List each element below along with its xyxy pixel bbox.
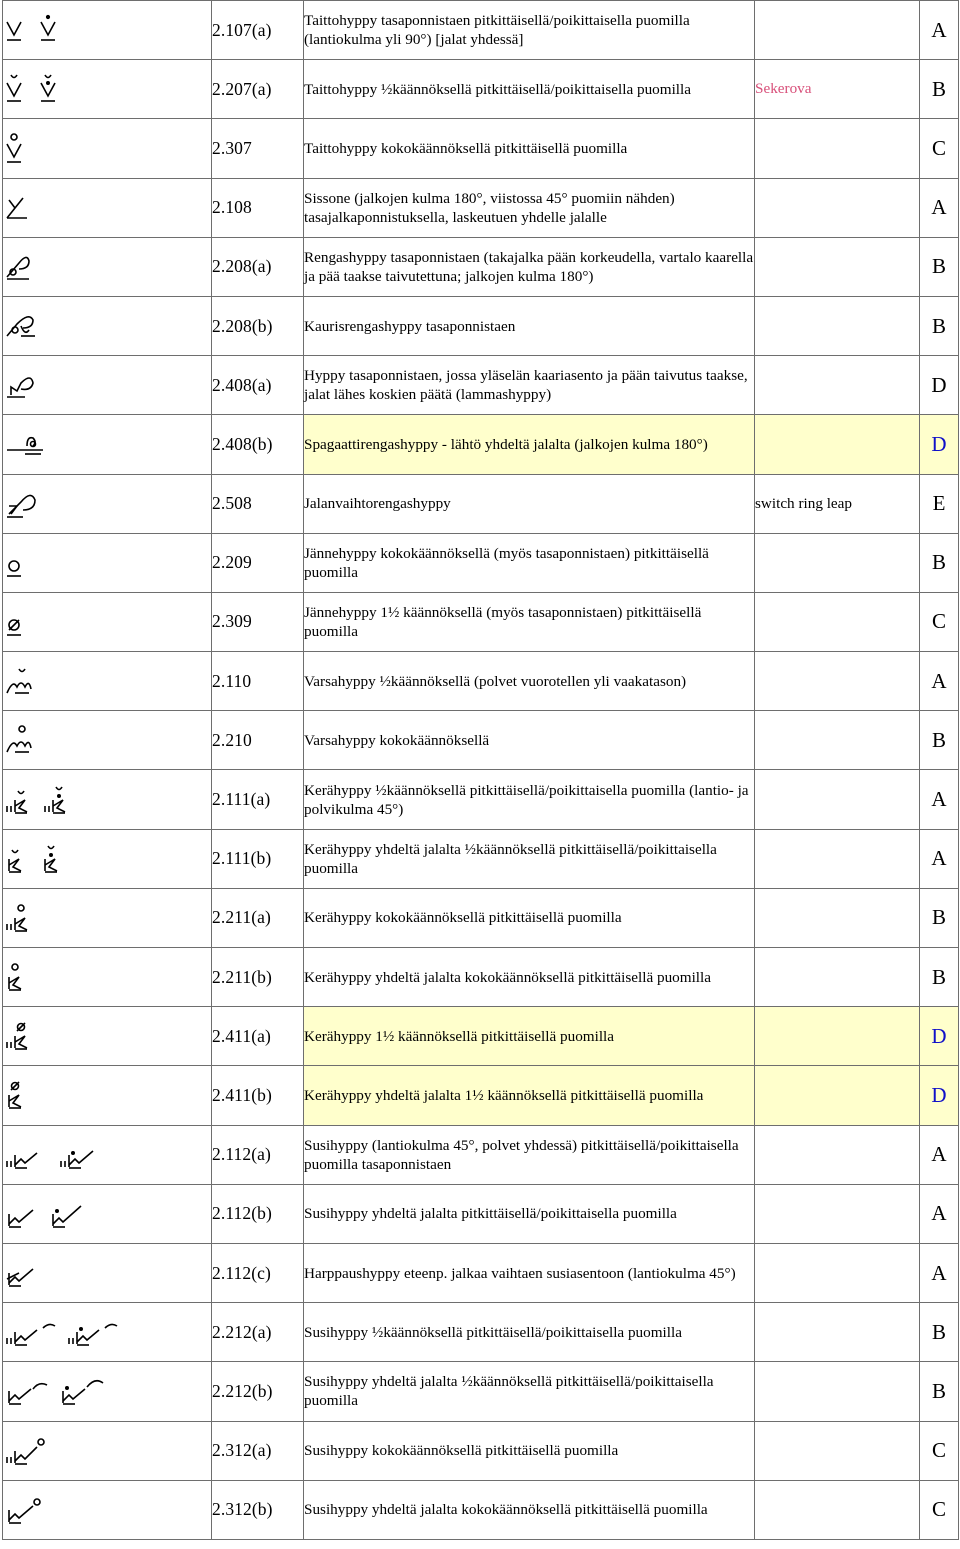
skill-code: 2.107(a) — [212, 1, 304, 60]
skill-description: Sissone (jalkojen kulma 180°, viistossa 45° puomiin nähden) tasajalkaponnistuksella, laskeutuen yhdelle jalalle — [304, 178, 755, 237]
table-row — [3, 237, 959, 296]
difficulty-value: A — [920, 1184, 959, 1243]
skill-code: 2.212(a) — [212, 1303, 304, 1362]
skill-name — [755, 533, 920, 592]
skill-description: Kerähyppy yhdeltä jalalta kokokäännöksellä pitkittäisellä puomilla — [304, 948, 755, 1007]
table-row — [3, 1421, 959, 1480]
skill-description: Kerähyppy yhdeltä jalalta 1½ käännöksellä pitkittäisellä puomilla — [304, 1066, 755, 1125]
skill-name — [755, 1184, 920, 1243]
wolf-hop-switch-icon — [7, 1269, 33, 1286]
skills-table — [2, 0, 959, 1540]
symbol-cell — [3, 888, 212, 947]
tuck-one-foot-half-turn-icon — [9, 850, 21, 872]
table-row — [3, 1, 959, 60]
table-row — [3, 948, 959, 1007]
symbol-cell — [3, 1480, 212, 1539]
table-row — [3, 119, 959, 178]
cat-leap-half-turn-icon — [7, 669, 31, 693]
symbol-cell — [3, 1066, 212, 1125]
skill-name — [755, 178, 920, 237]
skill-name — [755, 592, 920, 651]
difficulty-value: B — [920, 948, 959, 1007]
table-row — [3, 1125, 959, 1184]
skill-description: Kerähyppy ½käännöksellä pitkittäisellä/poikittaisella puomilla (lantio- ja polvikulma 45°) — [304, 770, 755, 829]
symbol-cell — [3, 1362, 212, 1421]
sissone-icon — [7, 198, 27, 218]
difficulty-value: A — [920, 1125, 959, 1184]
skill-code: 2.207(a) — [212, 60, 304, 119]
skill-code: 2.210 — [212, 711, 304, 770]
skill-description: Susihyppy yhdeltä jalalta kokokäännöksellä pitkittäisellä puomilla — [304, 1480, 755, 1539]
tuck-one-foot-half-turn-dot-icon — [45, 846, 57, 872]
skill-name — [755, 652, 920, 711]
wolf-full-turn-icon — [7, 1439, 44, 1464]
skill-name — [755, 711, 920, 770]
skill-name — [755, 829, 920, 888]
skill-code: 2.208(b) — [212, 296, 304, 355]
skill-code: 2.111(a) — [212, 770, 304, 829]
table-row — [3, 60, 959, 119]
skill-code: 2.212(b) — [212, 1362, 304, 1421]
sheep-jump-icon — [7, 378, 33, 397]
difficulty-value: A — [920, 1, 959, 60]
table-row — [3, 178, 959, 237]
difficulty-value: B — [920, 237, 959, 296]
symbol-cell — [3, 592, 212, 651]
skill-name — [755, 1125, 920, 1184]
tuck-one-foot-full-turn-icon — [9, 964, 21, 990]
skill-code: 2.411(b) — [212, 1066, 304, 1125]
symbol-cell — [3, 652, 212, 711]
skill-description: Taittohyppy tasaponnistaen pitkittäisellä/poikittaisella puomilla (lantiokulma yli 90°) [jalat yhdessä] — [304, 1, 755, 60]
skill-name — [755, 888, 920, 947]
symbol-cell — [3, 1125, 212, 1184]
table-row — [3, 888, 959, 947]
table-row — [3, 296, 959, 355]
wolf-half-turn-dot-icon — [69, 1325, 117, 1346]
skill-description: Kerähyppy kokokäännöksellä pitkittäisellä puomilla — [304, 888, 755, 947]
table-row — [3, 829, 959, 888]
symbol-cell — [3, 119, 212, 178]
tuck-jump-full-turn-icon — [7, 561, 21, 576]
skill-description: Hyppy tasaponnistaen, jossa yläselän kaariasento ja pään taivutus taakse, jalat lähes koskien päätä (lammashyppy) — [304, 356, 755, 415]
skill-name — [755, 119, 920, 178]
wolf-one-foot-full-turn-icon — [9, 1499, 40, 1523]
skill-description: Varsahyppy ½käännöksellä (polvet vuorotellen yli vaakatason) — [304, 652, 755, 711]
symbol-cell — [3, 1421, 212, 1480]
skill-description: Jännehyppy kokokäännöksellä (myös tasaponnistaen) pitkittäisellä puomilla — [304, 533, 755, 592]
skill-description: Kerähyppy 1½ käännöksellä pitkittäisellä puomilla — [304, 1007, 755, 1066]
skill-name — [755, 1066, 920, 1125]
skill-description: Susihyppy ½käännöksellä pitkittäisellä/poikittaisella puomilla — [304, 1303, 755, 1362]
symbol-cell — [3, 1184, 212, 1243]
table-row — [3, 533, 959, 592]
wolf-half-turn-icon — [7, 1325, 55, 1346]
skill-description: Rengashyppy tasaponnistaen (takajalka pään korkeudella, vartalo kaarella ja pää taakse taivutettuna; jalkojen kulma 180°) — [304, 237, 755, 296]
difficulty-value: D — [920, 356, 959, 415]
skill-description: Susihyppy (lantiokulma 45°, polvet yhdessä) pitkittäisellä/poikittaisella puomilla tasaponnistaen — [304, 1125, 755, 1184]
symbol-cell — [3, 474, 212, 533]
cat-leap-full-turn-icon — [7, 726, 31, 752]
fold-jump-full-turn-icon — [7, 134, 21, 162]
skills-table-body — [3, 1, 959, 1540]
skill-name: Sekerova — [755, 60, 920, 119]
wolf-jump-one-foot-icon — [9, 1210, 33, 1227]
difficulty-value: C — [920, 592, 959, 651]
tuck-full-turn-icon — [7, 905, 27, 931]
skill-code: 2.209 — [212, 533, 304, 592]
fold-jump-icon — [7, 22, 21, 40]
skill-description: Susihyppy yhdeltä jalalta pitkittäisellä/poikittaisella puomilla — [304, 1184, 755, 1243]
skill-description: Varsahyppy kokokäännöksellä — [304, 711, 755, 770]
symbol-cell — [3, 829, 212, 888]
symbol-cell — [3, 770, 212, 829]
skill-code: 2.309 — [212, 592, 304, 651]
difficulty-value: A — [920, 770, 959, 829]
skill-name — [755, 415, 920, 474]
difficulty-value: D — [920, 415, 959, 474]
tuck-one-half-turn-icon — [7, 1023, 27, 1049]
skill-code: 2.108 — [212, 178, 304, 237]
skill-description: Harppaushyppy eteenp. jalkaa vaihtaen susiasentoon (lantiokulma 45°) — [304, 1243, 755, 1302]
skill-code: 2.208(a) — [212, 237, 304, 296]
skill-code: 2.112(b) — [212, 1184, 304, 1243]
skill-description: Susihyppy yhdeltä jalalta ½käännöksellä pitkittäisellä/poikittaisella puomilla — [304, 1362, 755, 1421]
table-row — [3, 1007, 959, 1066]
fold-jump-half-turn-dot-icon — [41, 75, 55, 101]
skill-description: Susihyppy kokokäännöksellä pitkittäisellä puomilla — [304, 1421, 755, 1480]
skill-code: 2.411(a) — [212, 1007, 304, 1066]
table-row — [3, 711, 959, 770]
wolf-one-foot-half-turn-dot-icon — [63, 1381, 103, 1404]
table-row — [3, 474, 959, 533]
skill-name — [755, 770, 920, 829]
difficulty-value: C — [920, 119, 959, 178]
skill-code: 2.408(b) — [212, 415, 304, 474]
symbol-cell — [3, 533, 212, 592]
difficulty-value: B — [920, 711, 959, 770]
symbol-cell — [3, 711, 212, 770]
table-row — [3, 652, 959, 711]
symbol-cell — [3, 356, 212, 415]
difficulty-value: C — [920, 1421, 959, 1480]
skill-name — [755, 356, 920, 415]
skill-description: Spagaattirengashyppy - lähtö yhdeltä jalalta (jalkojen kulma 180°) — [304, 415, 755, 474]
skill-code: 2.307 — [212, 119, 304, 178]
skill-code: 2.408(a) — [212, 356, 304, 415]
skill-description: Taittohyppy kokokäännöksellä pitkittäisellä puomilla — [304, 119, 755, 178]
difficulty-value: B — [920, 296, 959, 355]
symbol-cell — [3, 1, 212, 60]
wolf-jump-dot-icon — [61, 1151, 93, 1168]
skill-description: Jännehyppy 1½ käännöksellä (myös tasaponnistaen) pitkittäisellä puomilla — [304, 592, 755, 651]
table-row — [3, 1480, 959, 1539]
skill-description: Jalanvaihtorengashyppy — [304, 474, 755, 533]
table-row — [3, 1243, 959, 1302]
symbol-cell — [3, 296, 212, 355]
difficulty-value: D — [920, 1007, 959, 1066]
skill-name — [755, 296, 920, 355]
symbol-cell — [3, 1007, 212, 1066]
fold-jump-half-turn-icon — [7, 75, 21, 101]
difficulty-value: A — [920, 1243, 959, 1302]
symbol-cell — [3, 1243, 212, 1302]
tuck-half-turn-dot-icon — [45, 787, 65, 813]
skill-code: 2.312(b) — [212, 1480, 304, 1539]
skill-description: Kaurisrengashyppy tasaponnistaen — [304, 296, 755, 355]
table-row — [3, 1066, 959, 1125]
table-row — [3, 1184, 959, 1243]
skill-name — [755, 1362, 920, 1421]
difficulty-value: B — [920, 60, 959, 119]
difficulty-value: A — [920, 178, 959, 237]
switch-ring-leap-icon — [7, 495, 35, 517]
skill-code: 2.211(b) — [212, 948, 304, 1007]
table-row — [3, 1362, 959, 1421]
difficulty-value: C — [920, 1480, 959, 1539]
wolf-one-foot-half-turn-icon — [9, 1384, 47, 1404]
skill-code: 2.112(c) — [212, 1243, 304, 1302]
wolf-jump-one-foot-dot-icon — [53, 1206, 81, 1227]
difficulty-value: A — [920, 829, 959, 888]
table-row — [3, 356, 959, 415]
tuck-jump-one-half-turn-icon — [7, 620, 21, 635]
skill-code: 2.211(a) — [212, 888, 304, 947]
tuck-half-turn-icon — [7, 791, 27, 813]
skill-name — [755, 1243, 920, 1302]
table-row — [3, 1303, 959, 1362]
wolf-jump-icon — [7, 1153, 37, 1168]
difficulty-value: B — [920, 533, 959, 592]
skill-name — [755, 1303, 920, 1362]
skill-code: 2.111(b) — [212, 829, 304, 888]
table-row — [3, 415, 959, 474]
split-ring-jump-icon — [7, 438, 43, 454]
skill-description: Taittohyppy ½käännöksellä pitkittäisellä/poikittaisella puomilla — [304, 60, 755, 119]
skill-name — [755, 1480, 920, 1539]
skill-code: 2.508 — [212, 474, 304, 533]
difficulty-value: B — [920, 1362, 959, 1421]
skill-code: 2.312(a) — [212, 1421, 304, 1480]
skill-name — [755, 237, 920, 296]
skill-name — [755, 948, 920, 1007]
difficulty-value: A — [920, 652, 959, 711]
symbol-cell — [3, 1303, 212, 1362]
table-row — [3, 770, 959, 829]
tuck-one-foot-one-half-turn-icon — [9, 1082, 21, 1108]
skill-description: Kerähyppy yhdeltä jalalta ½käännöksellä pitkittäisellä/poikittaisella puomilla — [304, 829, 755, 888]
symbol-cell — [3, 237, 212, 296]
symbol-cell — [3, 178, 212, 237]
fold-jump-dot-icon — [41, 16, 55, 40]
difficulty-value: B — [920, 888, 959, 947]
ring-jump-icon — [7, 257, 29, 279]
skill-name — [755, 1007, 920, 1066]
skill-code: 2.112(a) — [212, 1125, 304, 1184]
symbol-cell — [3, 415, 212, 474]
symbol-cell — [3, 60, 212, 119]
skill-name: switch ring leap — [755, 474, 920, 533]
difficulty-value: D — [920, 1066, 959, 1125]
difficulty-value: B — [920, 1303, 959, 1362]
symbol-cell — [3, 948, 212, 1007]
skill-code: 2.110 — [212, 652, 304, 711]
skill-name — [755, 1421, 920, 1480]
table-row — [3, 592, 959, 651]
difficulty-value: E — [920, 474, 959, 533]
skill-name — [755, 1, 920, 60]
stag-ring-jump-icon — [7, 317, 35, 336]
